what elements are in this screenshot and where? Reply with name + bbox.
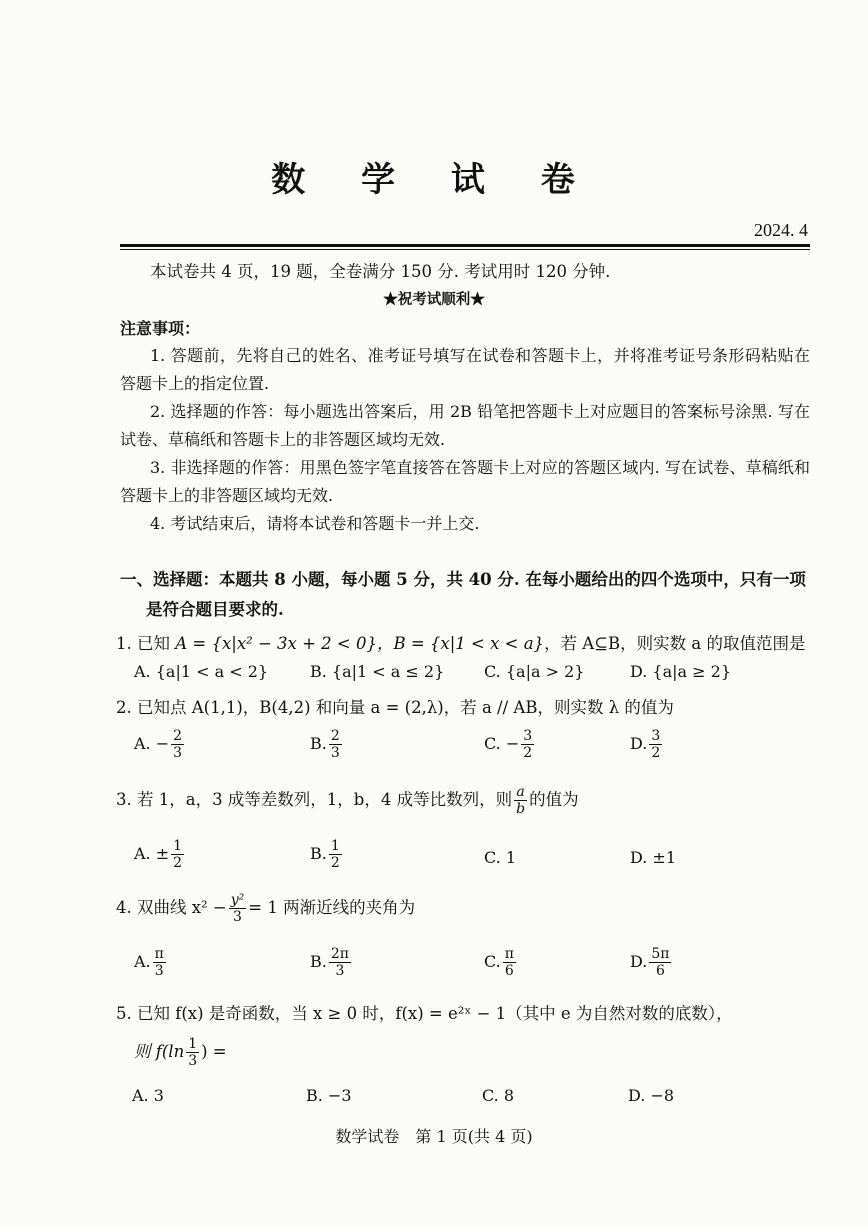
q4-option-a: A. $\frac{\pi}{3}$ [134, 946, 164, 979]
q2-option-d: D. $\frac{3}{2}$ [630, 728, 661, 761]
header-rule [120, 244, 810, 247]
q3-option-b: B. $\frac{1}{2}$ [310, 838, 340, 871]
q2-option-a: A. − $\frac{2}{3}$ [134, 728, 183, 761]
question-2-stem: 2. 已知点 A(1,1)，B(4,2) 和向量 a = (2,λ)，若 a // AB，则实数 λ 的值为 [116, 698, 674, 717]
section-heading: 一、选择题：本题共 8 小题，每小题 5 分，共 40 分. 在每小题给出的四个选项中，只有一项 [120, 570, 806, 589]
q1-option-d: D. {a|a ≥ 2} [630, 662, 732, 681]
q2-option-b: B. $\frac{2}{3}$ [310, 728, 340, 761]
q1-option-b: B. {a|1 < a ≤ 2} [310, 662, 445, 681]
q5-option-b: B. −3 [306, 1086, 352, 1105]
q4-option-c: C. $\frac{\pi}{6}$ [484, 946, 514, 979]
notice-item: 2. 选择题的作答：每小题选出答案后，用 2B 铅笔把答题卡上对应题目的答案标号涂黑. 写在试卷、草稿纸和答题卡上的非答题区域均无效. [120, 402, 810, 449]
q3-option-c: C. 1 [484, 848, 517, 867]
question-1-stem: 1. 已知 A = {x|x² − 3x + 2 < 0}，B = {x|1 < x < a}，若 A⊆B，则实数 a 的取值范围是 [116, 634, 806, 653]
question-4-stem: 4. 双曲线 x² − $\frac{\text{y²}}{3}$ = 1 两渐近线的夹角为 [116, 892, 416, 925]
notice-item: 4. 考试结束后，请将本试卷和答题卡一并上交. [150, 514, 480, 533]
notice-item: 1. 答题前，先将自己的姓名、准考证号填写在试卷和答题卡上，并将准考证号条形码粘贴在答题卡上的指定位置. [120, 346, 810, 393]
q5-option-a: A. 3 [132, 1086, 164, 1105]
header-rule-thin [120, 249, 810, 250]
notice-item: 3. 非选择题的作答：用黑色签字笔直接答在答题卡上对应的答题区域内. 写在试卷、草稿纸和答题卡上的非答题区域均无效. [120, 458, 810, 505]
question-3-stem: 3. 若 1，a，3 成等差数列，1，b，4 成等比数列，则 $\frac{a}{b}$ 的值为 [116, 784, 579, 817]
q3-option-a: A. ± $\frac{1}{2}$ [134, 838, 183, 871]
q1-option-a: A. {a|1 < a < 2} [134, 662, 269, 681]
exam-intro: 本试卷共 4 页，19 题，全卷满分 150 分. 考试用时 120 分钟. [150, 262, 611, 281]
exam-date: 2024. 4 [754, 220, 808, 240]
q4-option-b: B. $\frac{2\pi}{3}$ [310, 946, 349, 979]
q3-option-d: D. ±1 [630, 848, 677, 867]
section-heading-cont: 是符合题目要求的. [146, 600, 284, 619]
page-title: 数 学 试 卷 [271, 160, 597, 200]
notice-heading: 注意事项： [120, 319, 201, 338]
question-5-stem: 5. 已知 f(x) 是奇函数，当 x ≥ 0 时，f(x) = e²ˣ − 1（其中 e 为自然对数的底数）， [116, 1004, 733, 1023]
q5-option-c: C. 8 [482, 1086, 515, 1105]
q5-option-d: D. −8 [628, 1086, 675, 1105]
good-luck-banner: ★祝考试顺利★ [383, 291, 485, 308]
question-5-line2: 则 f(ln $\frac{1}{3}$ ) = [134, 1036, 227, 1069]
q2-option-c: C. − $\frac{3}{2}$ [484, 728, 533, 761]
q1-option-c: C. {a|a > 2} [484, 662, 585, 681]
q4-option-d: D. $\frac{5\pi}{6}$ [630, 946, 670, 979]
page-footer: 数学试卷 第 1 页(共 4 页) [335, 1127, 533, 1146]
